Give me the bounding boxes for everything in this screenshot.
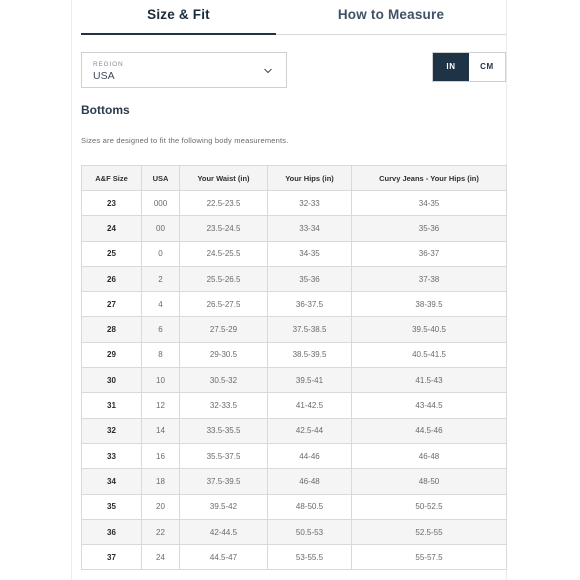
table-cell: 30: [82, 368, 142, 393]
table-cell: 34-35: [268, 241, 352, 266]
table-cell: 26: [82, 266, 142, 291]
header-waist: Your Waist (in): [180, 166, 268, 191]
table-cell: 34: [82, 469, 142, 494]
table-row: [82, 443, 507, 468]
table-cell: 32-33: [268, 191, 352, 216]
table-cell: 29-30.5: [180, 342, 268, 367]
table-cell: 38.5-39.5: [268, 342, 352, 367]
table-cell: 48-50.5: [268, 494, 352, 519]
header-usa: USA: [142, 166, 180, 191]
table-cell: 36-37: [352, 241, 507, 266]
table-cell: 16: [142, 443, 180, 468]
table-cell: 52.5-55: [352, 519, 507, 544]
table-cell: 42-44.5: [180, 519, 268, 544]
table-cell: 4: [142, 292, 180, 317]
size-chart-table: [81, 165, 507, 570]
table-row: [82, 469, 507, 494]
table-cell: 39.5-40.5: [352, 317, 507, 342]
table-cell: 8: [142, 342, 180, 367]
table-row: [82, 317, 507, 342]
table-cell: 27.5-29: [180, 317, 268, 342]
table-cell: 53-55.5: [268, 545, 352, 570]
table-row: [82, 368, 507, 393]
table-cell: 40.5-41.5: [352, 342, 507, 367]
table-cell: 37-38: [352, 266, 507, 291]
table-cell: 37: [82, 545, 142, 570]
table-cell: 34-35: [352, 191, 507, 216]
table-cell: 10: [142, 368, 180, 393]
table-cell: 22.5-23.5: [180, 191, 268, 216]
header-curvy-hips: Curvy Jeans - Your Hips (in): [352, 166, 507, 191]
section-heading: Bottoms: [81, 103, 130, 117]
chevron-down-icon: [264, 67, 272, 75]
table-cell: 46-48: [268, 469, 352, 494]
section-note: Sizes are designed to fit the following body measurements.: [81, 136, 289, 145]
table-cell: 23.5-24.5: [180, 216, 268, 241]
table-cell: 50-52.5: [352, 494, 507, 519]
table-cell: 25.5-26.5: [180, 266, 268, 291]
table-cell: 27: [82, 292, 142, 317]
table-cell: 32: [82, 418, 142, 443]
table-cell: 24: [142, 545, 180, 570]
table-cell: 2: [142, 266, 180, 291]
tab-size-and-fit[interactable]: Size & Fit: [81, 0, 276, 34]
table-cell: 29: [82, 342, 142, 367]
table-cell: 41.5-43: [352, 368, 507, 393]
header-hips: Your Hips (in): [268, 166, 352, 191]
table-row: [82, 191, 507, 216]
table-cell: 30.5-32: [180, 368, 268, 393]
table-cell: 48-50: [352, 469, 507, 494]
table-cell: 55-57.5: [352, 545, 507, 570]
table-cell: 38-39.5: [352, 292, 507, 317]
table-cell: 43-44.5: [352, 393, 507, 418]
table-row: [82, 241, 507, 266]
tab-bar: [81, 0, 506, 35]
table-row: [82, 292, 507, 317]
region-label: REGION: [93, 61, 124, 68]
table-cell: 42.5-44: [268, 418, 352, 443]
table-cell: 41-42.5: [268, 393, 352, 418]
table-cell: 24.5-25.5: [180, 241, 268, 266]
table-cell: 00: [142, 216, 180, 241]
table-cell: 20: [142, 494, 180, 519]
table-row: [82, 393, 507, 418]
table-cell: 25: [82, 241, 142, 266]
table-cell: 44.5-46: [352, 418, 507, 443]
unit-toggle: [432, 52, 506, 82]
size-guide-panel: [71, 0, 507, 580]
table-row: [82, 266, 507, 291]
table-cell: 39.5-41: [268, 368, 352, 393]
table-cell: 36-37.5: [268, 292, 352, 317]
header-af-size: A&F Size: [82, 166, 142, 191]
table-cell: 0: [142, 241, 180, 266]
table-cell: 32-33.5: [180, 393, 268, 418]
table-cell: 35: [82, 494, 142, 519]
table-cell: 33: [82, 443, 142, 468]
table-cell: 35-36: [352, 216, 507, 241]
table-row: [82, 342, 507, 367]
tab-how-to-measure[interactable]: How to Measure: [337, 7, 445, 22]
table-row: [82, 418, 507, 443]
table-cell: 37.5-38.5: [268, 317, 352, 342]
table-cell: 44-46: [268, 443, 352, 468]
table-cell: 26.5-27.5: [180, 292, 268, 317]
table-row: [82, 494, 507, 519]
region-select[interactable]: [81, 52, 287, 88]
table-cell: 44.5-47: [180, 545, 268, 570]
table-cell: 50.5-53: [268, 519, 352, 544]
table-cell: 12: [142, 393, 180, 418]
table-cell: 24: [82, 216, 142, 241]
table-cell: 22: [142, 519, 180, 544]
region-value: USA: [93, 70, 115, 82]
table-cell: 35-36: [268, 266, 352, 291]
unit-in-button[interactable]: IN: [433, 53, 469, 81]
table-cell: 6: [142, 317, 180, 342]
table-cell: 28: [82, 317, 142, 342]
table-cell: 23: [82, 191, 142, 216]
table-cell: 35.5-37.5: [180, 443, 268, 468]
table-cell: 36: [82, 519, 142, 544]
table-header-row: [82, 166, 507, 191]
table-cell: 31: [82, 393, 142, 418]
table-cell: 46-48: [352, 443, 507, 468]
table-cell: 33-34: [268, 216, 352, 241]
table-row: [82, 545, 507, 570]
table-cell: 14: [142, 418, 180, 443]
table-cell: 37.5-39.5: [180, 469, 268, 494]
table-cell: 18: [142, 469, 180, 494]
table-cell: 39.5-42: [180, 494, 268, 519]
table-cell: 000: [142, 191, 180, 216]
table-body: [82, 191, 507, 570]
table-row: [82, 216, 507, 241]
table-cell: 33.5-35.5: [180, 418, 268, 443]
table-row: [82, 519, 507, 544]
unit-cm-button[interactable]: CM: [469, 53, 505, 81]
